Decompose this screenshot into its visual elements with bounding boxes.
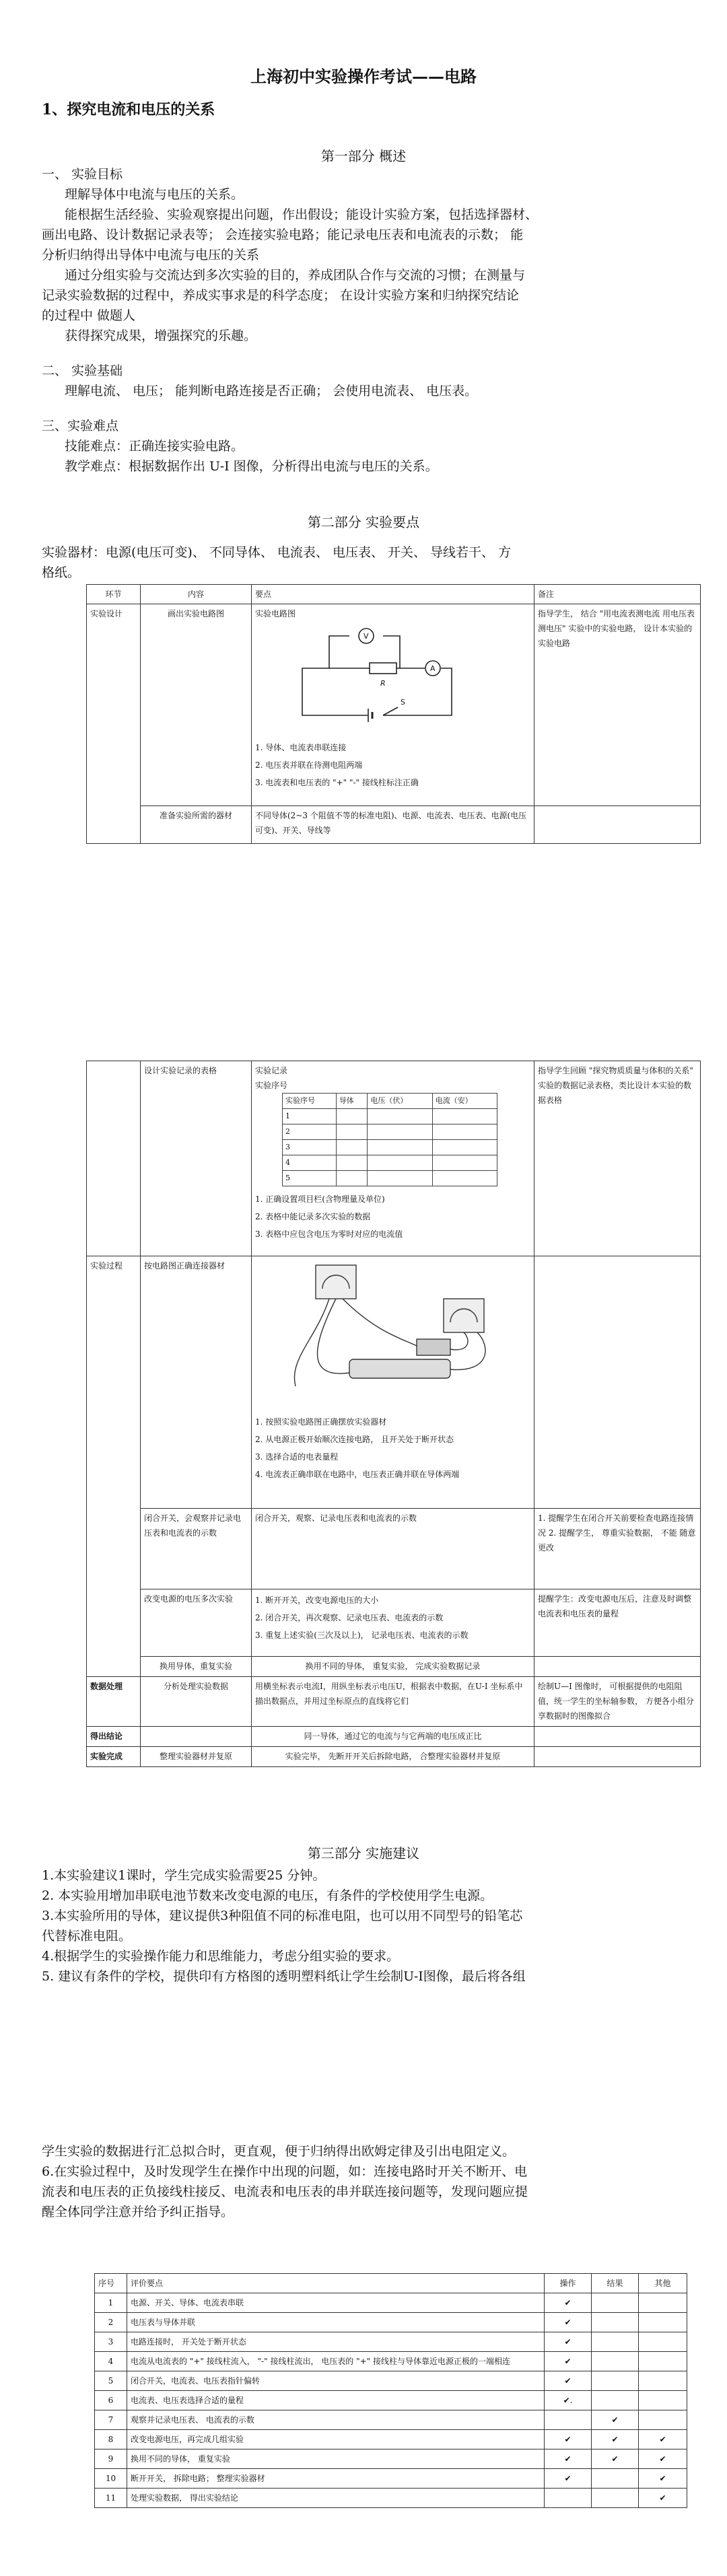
suggestion-item: 代替标准电阻。 [42,1929,132,1943]
circuit-wire [329,636,370,668]
stage-cell: 数据处理 [87,1677,141,1727]
point-item: 3. 重复上述实验(三次及以上)， 记录电压表、电流表的示数 [255,1631,469,1640]
evaluation-row [95,2352,687,2371]
switch-symbol [383,707,398,715]
procedure-table-1 [86,584,701,844]
note-cell: 提醒学生：改变电源电压后，注意及时调整电流表和电压表的量程 [534,1589,701,1657]
suggestion-item: 醒全体同学注意并给予纠正指导。 [42,2205,234,2219]
suggestions-list-cont [42,2141,688,2222]
eval-text: 处理实验数据， 得出实验结论 [127,2489,545,2508]
suggestion-item: 4.根据学生的实验操作能力和思维能力，考虑分组实验的要求。 [42,1949,400,1964]
goal-line: 通过分组实验与交流达到多次实验的目的，养成团队合作与交流的习惯；在测量与 [65,268,526,283]
note-cell [534,1256,701,1509]
wire [294,1299,329,1386]
point-item: 4. 电流表正确串联在电路中，电压表正确并联在导体两端 [255,1470,460,1479]
point-item: 3. 选择合适的电表量程 [255,1452,339,1462]
section-heading: 1、探究电流和电压的关系 [42,101,215,118]
header-cell: 序号 [95,2274,127,2293]
eval-no: 7 [95,2410,127,2430]
note-cell: 绘制U—I 图像时， 可根据提供的电阻阻值，统一学生的坐标轴参数， 方便各小组分享数据时的图像拟合 [534,1677,701,1727]
table-row [87,1509,701,1589]
points-cell: 闭合开关，观察、记录电压表和电流表的示数 [252,1509,534,1589]
point-item: 1. 断开开关，改变电源电压的大小 [255,1596,379,1605]
points-cell [252,1589,534,1657]
content-cell: 设计实验记录的表格 [141,1061,252,1256]
record-subtitle: 实验序号 [255,1081,288,1090]
wire [343,1299,417,1346]
points-cell: 同一导体，通过它的电流与与它两端的电压成正比 [252,1727,534,1747]
points-cell: 不同导体(2~3 个阻值不等的标准电阻)、电源、电流表、电压表、电源(电压可变)、开关、导线等 [252,806,534,844]
eval-result-check: ✔ [592,2410,639,2430]
part3-title: 第三部分 实施建议 [307,1845,420,1861]
point-item: 3. 表格中应包含电压为零时对应的电流值 [255,1229,403,1239]
apparatus-illustration [275,1258,504,1413]
content-cell: 按电路图正确连接器材 [141,1256,252,1509]
wire [450,1332,485,1369]
header-cell: 环节 [87,585,141,604]
circuit-diagram [282,621,484,739]
goal-line: 获得探究成果，增强探究的乐趣。 [65,328,257,343]
eval-no: 4 [95,2352,127,2371]
equipment-text [42,542,688,583]
table-row [87,1677,701,1727]
equipment-line: 实验器材：电源(电压可变)、 不同导体、 电流表、 电压表、 开关、 导线若干、 方 [42,545,512,560]
eval-result-check [592,2469,639,2489]
header-cell: 评价要点 [127,2274,545,2293]
basis-line: 理解电流、 电压； 能判断电路连接是否正确； 会使用电流表、 电压表。 [65,384,478,398]
point-item: 2. 从电源正极开始顺次连接电路， 且开关处于断开状态 [255,1435,454,1444]
basis-heading: 二、 实验基础 [42,363,123,378]
resistor-label: R [380,679,386,688]
equipment-line: 格纸。 [42,565,81,580]
header-cell: 结果 [592,2274,639,2293]
note-cell [534,1657,701,1677]
eval-operation-check: ✔ [545,2469,592,2489]
evaluation-row [95,2449,687,2469]
eval-other-check: ✔ [639,2449,687,2469]
stage-cell: 实验设计 [87,604,141,844]
wire [318,1299,350,1373]
suggestion-item: 3.本实验所用的导体，建议提供3种阻值不同的标准电阻，也可以用不同型号的铅笔芯 [42,1908,523,1923]
suggestion-item: 学生实验的数据进行汇总拟合时，更直观，便于归纳得出欧姆定律及引出电阻定义。 [42,2144,516,2159]
eval-no: 8 [95,2430,127,2449]
circuit-wire [383,668,452,715]
content-cell: 换用导体，重复实验 [141,1657,252,1677]
evaluation-row [95,2313,687,2332]
points-cell: 实验完毕， 先断开开关后拆除电路， 合整理实验器材并复原 [252,1747,534,1767]
table-row [87,1727,701,1747]
eval-result-check [592,2371,639,2391]
evaluation-row [95,2293,687,2313]
record-header: 实验序号 [283,1094,337,1109]
point-item: 1. 导体、电流表串联连接 [255,743,347,752]
eval-text: 电路连接时， 开关处于断开状态 [127,2332,545,2352]
eval-other-check [639,2371,687,2391]
evaluation-row [95,2489,687,2508]
content-cell: 改变电源的电压多次实验 [141,1589,252,1657]
eval-other-check [639,2352,687,2371]
eval-other-check [639,2313,687,2332]
eval-result-check [592,2332,639,2352]
eval-text: 改变电源电压，再完成几组实验 [127,2430,545,2449]
part2-title: 第二部分 实验要点 [307,514,420,530]
note-cell: 指导学生回顾 "探究物质质量与体积的关系" 实验的数据记录表格，类比设计本实验的数据表格 [534,1061,701,1256]
table-row [87,604,701,806]
eval-no: 6 [95,2391,127,2410]
points-cell: 换用不同的导体， 重复实验， 完成实验数据记录 [252,1657,534,1677]
eval-operation-check: ✔ [545,2430,592,2449]
evaluation-row [95,2430,687,2449]
header-cell: 要点 [252,585,534,604]
eval-operation-check: ✔. [545,2391,592,2410]
point-item: 2. 表格中能记录多次实验的数据 [255,1212,371,1221]
eval-other-check [639,2293,687,2313]
evaluation-row [95,2332,687,2352]
resistor-symbol [370,663,396,674]
record-index: 5 [283,1171,337,1186]
evaluation-row [95,2371,687,2391]
eval-text: 电流从电流表的 "+" 接线柱流入， "-" 接线柱流出， 电压表的 "+" 接线柱与导体靠近电源正极的一端相连 [127,2352,545,2371]
eval-result-check [592,2391,639,2410]
stage-cell: 实验过程 [87,1256,141,1677]
stage-cell [87,1061,141,1256]
voltmeter-device [444,1299,484,1332]
points-cell [252,604,534,806]
stage-cell: 实验完成 [87,1747,141,1767]
eval-no: 1 [95,2293,127,2313]
eval-text: 断开开关， 拆除电路； 整理实验器材 [127,2469,545,2489]
eval-result-check [592,2489,639,2508]
eval-text: 电源、开关、导体、电流表串联 [127,2293,545,2313]
ammeter-device [316,1265,356,1299]
eval-result-check [592,2352,639,2371]
table-row [87,1061,701,1256]
eval-operation-check: ✔ [545,2371,592,2391]
eval-text: 电压表与导体并联 [127,2313,545,2332]
points-cell: 用横坐标表示电流I，用纵坐标表示电压U，根据表中数据，在U-I 坐标系中描出数据点，并用过坐标原点的直线将它们 [252,1677,534,1727]
eval-text: 闭合开关，电流表、电压表指针偏转 [127,2371,545,2391]
difficulty-line: 技能难点：正确连接实验电路。 [65,439,244,454]
eval-other-check: ✔ [639,2430,687,2449]
eval-no: 11 [95,2489,127,2508]
header-cell: 操作 [545,2274,592,2293]
record-header: 导体 [336,1094,368,1109]
points-cell [252,1256,534,1509]
table-row [87,1589,701,1657]
goal-line: 画出电路、设计数据记录表等； 会连接实验电路；能记录电压表和电流表的示数； 能 [42,227,524,242]
eval-no: 3 [95,2332,127,2352]
resistor-device [417,1339,450,1355]
eval-no: 5 [95,2371,127,2391]
record-table [282,1093,497,1186]
eval-text: 换用不同的导体， 重复实验 [127,2449,545,2469]
table-row [87,1657,701,1677]
wire [450,1332,468,1350]
table-row [87,1747,701,1767]
note-cell: 指导学生， 结合 "用电流表测电流 用电压表测电压" 实验中的实验电路， 设计本实验的实验电路 [534,604,701,806]
table-header-row [87,585,701,604]
eval-operation-check: ✔ [545,2293,592,2313]
table-row [87,1256,701,1509]
eval-other-check [639,2410,687,2430]
eval-other-check [639,2332,687,2352]
goal-line: 的过程中 做题人 [42,308,136,323]
stage-cell: 得出结论 [87,1727,141,1747]
eval-result-check [592,2313,639,2332]
content-cell: 闭合开关，会观察并记录电压表和电流表的示数 [141,1509,252,1589]
point-item: 2. 电压表并联在待测电阻两端 [255,760,363,770]
procedure-table-2 [86,1061,701,1767]
goals-heading: 一、 实验目标 [42,167,123,182]
eval-operation-check: ✔ [545,2352,592,2371]
point-item: 1. 正确设置项目栏(含物理量及单位) [255,1194,385,1204]
evaluation-row [95,2391,687,2410]
difficulty-heading: 三、实验难点 [42,419,119,433]
note-cell [534,1747,701,1767]
record-header: 电流（安） [432,1094,497,1109]
record-header: 电压（伏） [368,1094,432,1109]
part1-body [42,164,688,476]
record-index: 2 [283,1124,337,1140]
battery-box [349,1359,450,1378]
note-cell [534,806,701,844]
table-header-row [95,2274,687,2293]
record-index: 3 [283,1140,337,1155]
goal-line: 记录实验数据的过程中，养成实事求是的科学态度； 在设计实验方案和归纳探究结论 [42,288,520,303]
content-cell: 准备实验所需的器材 [141,806,252,844]
voltmeter-label: V [364,632,369,641]
evaluation-row [95,2469,687,2489]
ammeter-label: A [430,664,436,673]
suggestion-item: 6.在实验过程中，及时发现学生在操作中出现的问题，如：连接电路时开关不断开、电 [42,2164,528,2179]
eval-operation-check [545,2489,592,2508]
suggestion-item: 1.本实验建议1课时，学生完成实验需要25 分钟。 [42,1868,326,1883]
suggestion-item: 2. 本实验用增加串联电池节数来改变电源的电压，有条件的学校使用学生电源。 [42,1888,493,1903]
circuit-wire [302,668,368,715]
eval-result-check: ✔ [592,2430,639,2449]
eval-no: 2 [95,2313,127,2332]
goal-line: 理解导体中电流与电压的关系。 [65,187,244,202]
eval-operation-check [545,2410,592,2430]
evaluation-table [94,2273,687,2508]
eval-other-check: ✔ [639,2469,687,2489]
eval-text: 观察并记录电压表、 电流表的示数 [127,2410,545,2430]
point-item: 1. 按照实验电路图正确摆放实验器材 [255,1417,387,1427]
point-item: 3. 电流表和电压表的 "+" "-" 接线柱标注正确 [255,778,419,787]
eval-operation-check: ✔ [545,2332,592,2352]
record-index: 1 [283,1109,337,1124]
eval-other-check: ✔ [639,2489,687,2508]
switch-label: S [401,698,405,707]
eval-text: 电流表、电压表选择合适的量程 [127,2391,545,2410]
eval-no: 9 [95,2449,127,2469]
part1-title: 第一部分 概述 [320,148,407,164]
suggestion-item: 5. 建议有条件的学校，提供印有方格图的透明塑料纸让学生绘制U-I图像，最后将各组 [42,1969,526,1984]
difficulty-line: 教学难点：根据数据作出 U-I 图像，分析得出电流与电压的关系。 [65,459,438,474]
points-cell [252,1061,534,1256]
suggestion-item: 流表和电压表的正负接线柱接反、电流表和电压表的串并联连接问题等，发现问题应提 [42,2184,528,2199]
content-cell: 整理实验器材并复原 [141,1747,252,1767]
table-row [87,806,701,844]
content-cell: 画出实验电路图 [141,604,252,806]
eval-no: 10 [95,2469,127,2489]
eval-operation-check: ✔ [545,2449,592,2469]
eval-result-check: ✔ [592,2449,639,2469]
note-cell: 1. 提醒学生在闭合开关前要检查电路连接情况 2. 提醒学生， 尊重实验数据， 不能 随意更改 [534,1509,701,1589]
header-cell: 内容 [141,585,252,604]
header-cell: 备注 [534,585,701,604]
content-cell: 分析处理实验数据 [141,1677,252,1727]
goal-line: 分析归纳得出导体中电流与电压的关系 [42,248,260,262]
record-title: 实验记录 [255,1066,288,1075]
document-title: 上海初中实验操作考试——电路 [250,67,477,86]
eval-operation-check: ✔ [545,2313,592,2332]
eval-result-check [592,2293,639,2313]
eval-other-check [639,2391,687,2410]
suggestions-list [42,1865,688,1987]
note-cell [534,1727,701,1747]
diagram-title: 实验电路图 [255,609,296,618]
header-cell: 其他 [639,2274,687,2293]
record-index: 4 [283,1155,337,1171]
goal-line: 能根据生活经验、实验观察提出问题，作出假设；能设计实验方案，包括选择器材、 [65,207,539,222]
evaluation-row [95,2410,687,2430]
point-item: 2. 闭合开关，再次观察、记录电压表、电流表的示数 [255,1613,444,1622]
content-cell [141,1727,252,1747]
